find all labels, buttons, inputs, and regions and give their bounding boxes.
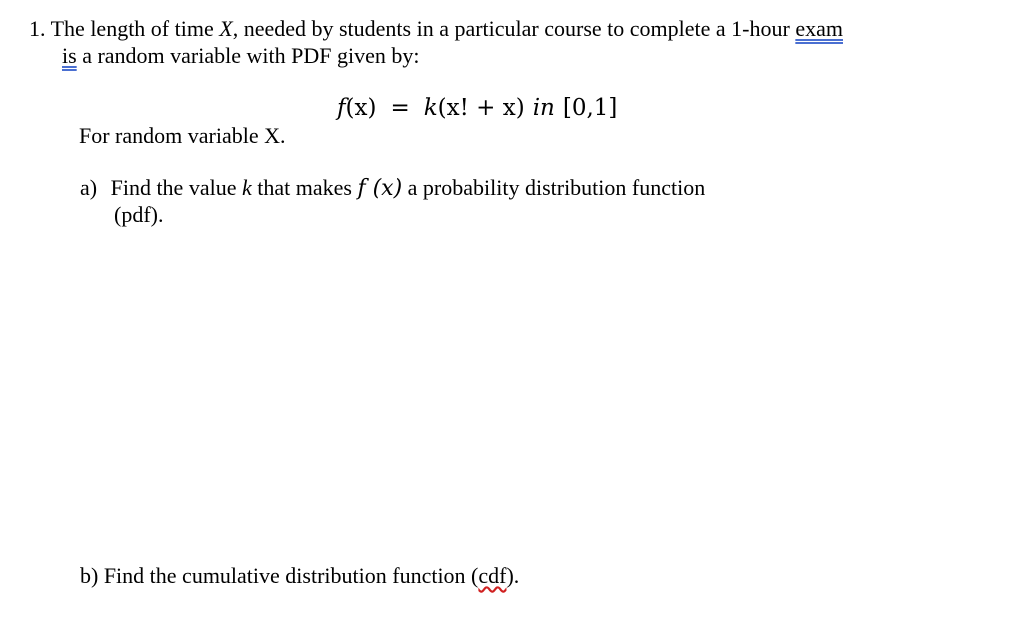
part-a-line-2: (pdf).: [114, 202, 164, 227]
part-a-line-1: [80, 175, 705, 202]
spelling-flag-cdf[interactable]: cdf: [478, 563, 507, 588]
question-1-line-1: [29, 16, 851, 42]
formula-interval: [0,1]: [562, 95, 618, 121]
formula-rhs: (x! + x): [437, 95, 525, 121]
question-1-text-b: , needed by students in a particular course to complete a 1-hour: [232, 16, 796, 41]
formula-in: in: [532, 95, 555, 121]
random-variable-text: For random variable X.: [79, 123, 286, 148]
part-a-text-b: that makes: [251, 175, 358, 200]
variable-x: X: [219, 16, 233, 41]
part-b-line: [80, 563, 519, 589]
part-a-fx: f (x): [357, 176, 403, 201]
question-1-text-a: The length of time: [50, 16, 220, 41]
part-b-text-b: ).: [506, 563, 520, 588]
formula-arg: (x): [345, 95, 377, 121]
formula-k: k: [423, 95, 438, 121]
part-a-label: a): [80, 175, 98, 200]
variable-k: k: [241, 175, 252, 200]
part-a-text-a: Find the value: [110, 175, 242, 200]
formula-f: f: [337, 95, 346, 121]
part-a-text-c: a probability distribution function: [402, 175, 706, 200]
part-b-text-a: b) Find the cumulative distribution function (: [80, 563, 479, 588]
pdf-formula: [337, 95, 617, 121]
grammar-flag-exam[interactable]: exam: [795, 16, 843, 41]
question-number: 1.: [29, 16, 46, 41]
formula-equals: =: [390, 95, 410, 121]
grammar-flag-is[interactable]: is: [62, 43, 77, 68]
question-1-text-c: a random variable with PDF given by:: [76, 43, 420, 68]
question-1-line-2: [62, 43, 419, 69]
